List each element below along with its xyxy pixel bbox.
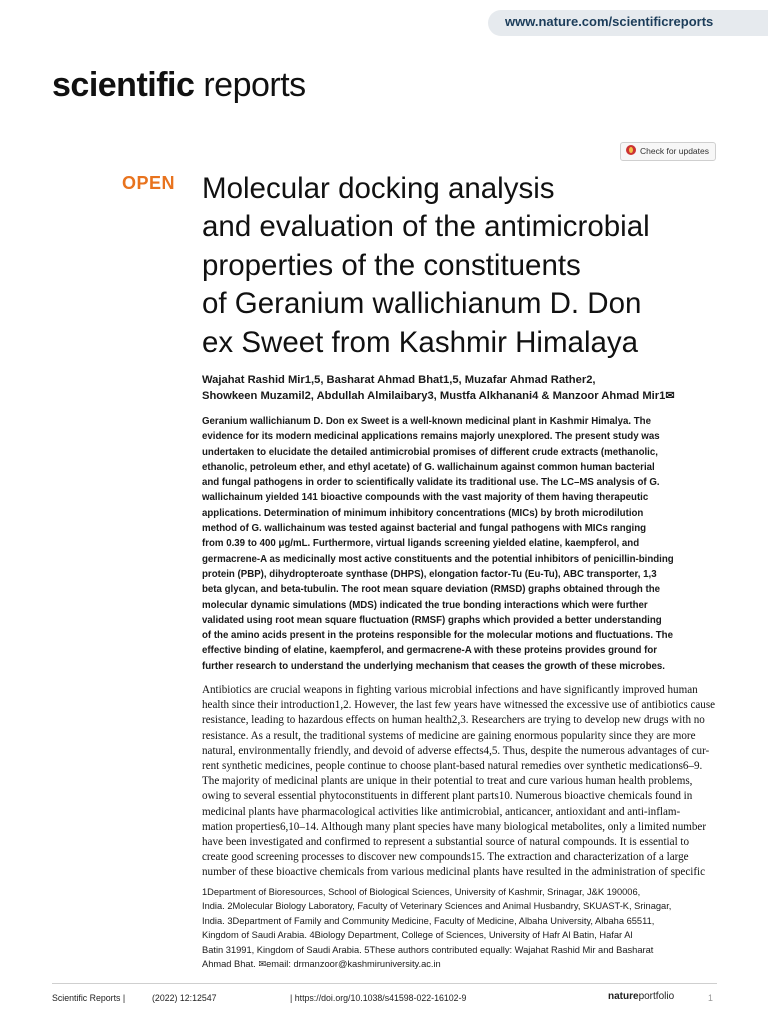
footer-volume: (2022) 12:12547 [152,993,217,1003]
abstract-line: beta glycan, and beta-tubulin. The root mean square deviation (RMSD) graphs obtained through the [202,584,661,596]
abstract-line: method of G. wallichainum was tested against bacterial and fungal pathogens with MICs ranging [202,523,647,535]
abstract-line: validated using root mean square fluctuation (RMSF) graphs which provided a better understanding [202,614,662,626]
page-number: 1 [708,993,713,1003]
title-line: ex Sweet from Kashmir Himalaya [202,325,639,359]
body-line: owing to several essential phytoconstituents in different plant parts10. Numerous bioactive chemicals found in [202,790,693,803]
publisher-light: portfolio [638,991,675,1002]
journal-logo[interactable] [52,66,306,105]
body-line: The majority of medicinal plants are unique in their potential to treat and cure various human health problems, [202,775,693,788]
title-line: and evaluation of the antimicrobial [202,210,650,244]
abstract-line: applications. Determination of minimum inhibitory concentrations (MICs) by broth microdilution [202,507,644,519]
body-line: have been investigated and confirmed to represent a substantial source of natural compounds. It is essential to [202,836,690,849]
crossmark-icon [626,145,636,155]
abstract-line: protein (PBP), dihydropteroate synthase (DHPS), elongation factor-Tu (Eu-Tu), ABC transporter, 1,3 [202,568,657,580]
author-line: Showkeen Muzamil2, Abdullah Almilaibary3, Mustfa Alkhanani4 & Manzoor Ahmad Mir1✉ [202,389,675,402]
publisher-logo [608,991,674,1002]
publisher-bold: nature [608,991,639,1002]
abstract-line: undertaken to elucidate the detailed antimicrobial promises of different crude extracts (methanolic, [202,446,658,458]
check-updates-label: Check for updates [640,146,709,156]
body-text [202,683,722,881]
body-line: medicinal plants have pharmacological activities like antimicrobial, anticancer, antioxidant and anti-inflam- [202,805,681,818]
affiliation-line: Batin 31991, Kingdom of Saudi Arabia. 5These authors contributed equally: Wajahat Rashid Mir and Basharat [202,944,654,955]
title-line: of Geranium wallichianum D. Don [202,287,642,321]
check-for-updates-button[interactable] [620,142,716,161]
abstract-line: evidence for its modern medicinal applications remains majorly unexplored. The present study was [202,431,660,443]
affiliation-line: Ahmad Bhat. ✉email: drmanzoor@kashmiruniversity.ac.in [202,959,441,970]
abstract [202,414,722,674]
title-line: Molecular docking analysis [202,172,555,205]
abstract-line: from 0.39 to 400 μg/mL. Furthermore, virtual ligands screening yielded elatine, kaempferol, and [202,538,640,550]
body-line: natural, environmentally friendly, and devoid of adverse effects4,5. Thus, despite the numerous advantages of cur- [202,744,710,757]
affiliations [202,885,722,971]
affiliation-line: Kingdom of Saudi Arabia. 4Biology Department, College of Sciences, University of Hafr Al Batin, Hafar Al [202,930,633,941]
title-line: properties of the constituents [202,248,581,282]
abstract-line: wallichainum yielded 141 bioactive compounds with the vast majority of them having therapeutic [202,492,649,504]
abstract-line: and fungal pathogens in order to scientifically validate its traditional use. The LC–MS analysis of G. [202,477,660,489]
body-line: number of these bioactive chemicals from various medicinal plants have resulted in the administration of specific [202,866,706,879]
body-line: resistance, leading to hazardous effects on human health2,3. Researchers are trying to develop new drugs with no [202,714,705,727]
abstract-line: of the amino acids present in the proteins responsible for the molecular motions and fluctuations. The [202,630,673,642]
abstract-line: effective binding of elatine, kaempferol, and germacrene-A with these proteins provides ground for [202,645,658,657]
footer-divider [52,983,717,984]
body-line: mation properties6,10–14. Although many plant species have many biological metabolites, only a limited number [202,820,707,833]
article-title [202,170,722,362]
author-line: Wajahat Rashid Mir1,5, Basharat Ahmad Bhat1,5, Muzafar Ahmad Rather2, [202,374,596,386]
journal-logo-light: reports [203,66,306,104]
journal-url-link[interactable]: www.nature.com/scientificreports [505,14,714,29]
body-line: resistance. As a result, the traditional systems of medicine are gaining enormous popularity since they are more [202,729,696,742]
page-footer [0,983,768,1013]
body-line: health since their introduction1,2. However, the last few years have witnessed the excessive use of antibiotics cause [202,699,716,712]
abstract-line: further research to understand the underlying mechanism that ceases the growth of these microbes. [202,660,665,672]
site-header-bar [0,0,768,44]
abstract-line: Geranium wallichianum D. Don ex Sweet is a well-known medicinal plant in Kashmir Himalya. The [202,416,651,427]
abstract-line: ethanolic, petroleum ether, and ethyl acetate) of G. wallichainum against common human bacterial [202,461,655,473]
affiliation-line: India. 3Department of Family and Community Medicine, Faculty of Medicine, Albaha University, Albaha 65511, [202,915,655,926]
abstract-line: germacrene-A as medicinally most active constituents and the potential inhibitors of penicillin-binding [202,553,674,565]
body-line: rent synthetic medicines, people continue to choose plant-based natural remedies over synthetic medications6–9. [202,760,703,773]
journal-logo-bold: scientific [52,66,195,104]
body-line: Antibiotics are crucial weapons in fighting various microbial infections and have significantly improved human [202,684,698,696]
affiliation-line: India. 2Molecular Biology Laboratory, Faculty of Veterinary Sciences and Animal Husbandry, SKUAST-K, Srinagar, [202,901,672,912]
open-access-label: OPEN [122,173,176,193]
footer-journal: Scientific Reports | [52,993,126,1003]
abstract-line: molecular dynamic simulations (MDS) indicated the true bonding interactions which were further [202,599,648,611]
body-line: create good screening processes to discover new compounds15. The extraction and characterization of a large [202,851,689,864]
author-list [202,373,722,405]
affiliation-line: 1Department of Bioresources, School of Biological Sciences, University of Kashmir, Srinagar, J&K 190006, [202,887,641,897]
footer-doi-link[interactable]: | https://doi.org/10.1038/s41598-022-16102-9 [290,993,467,1003]
